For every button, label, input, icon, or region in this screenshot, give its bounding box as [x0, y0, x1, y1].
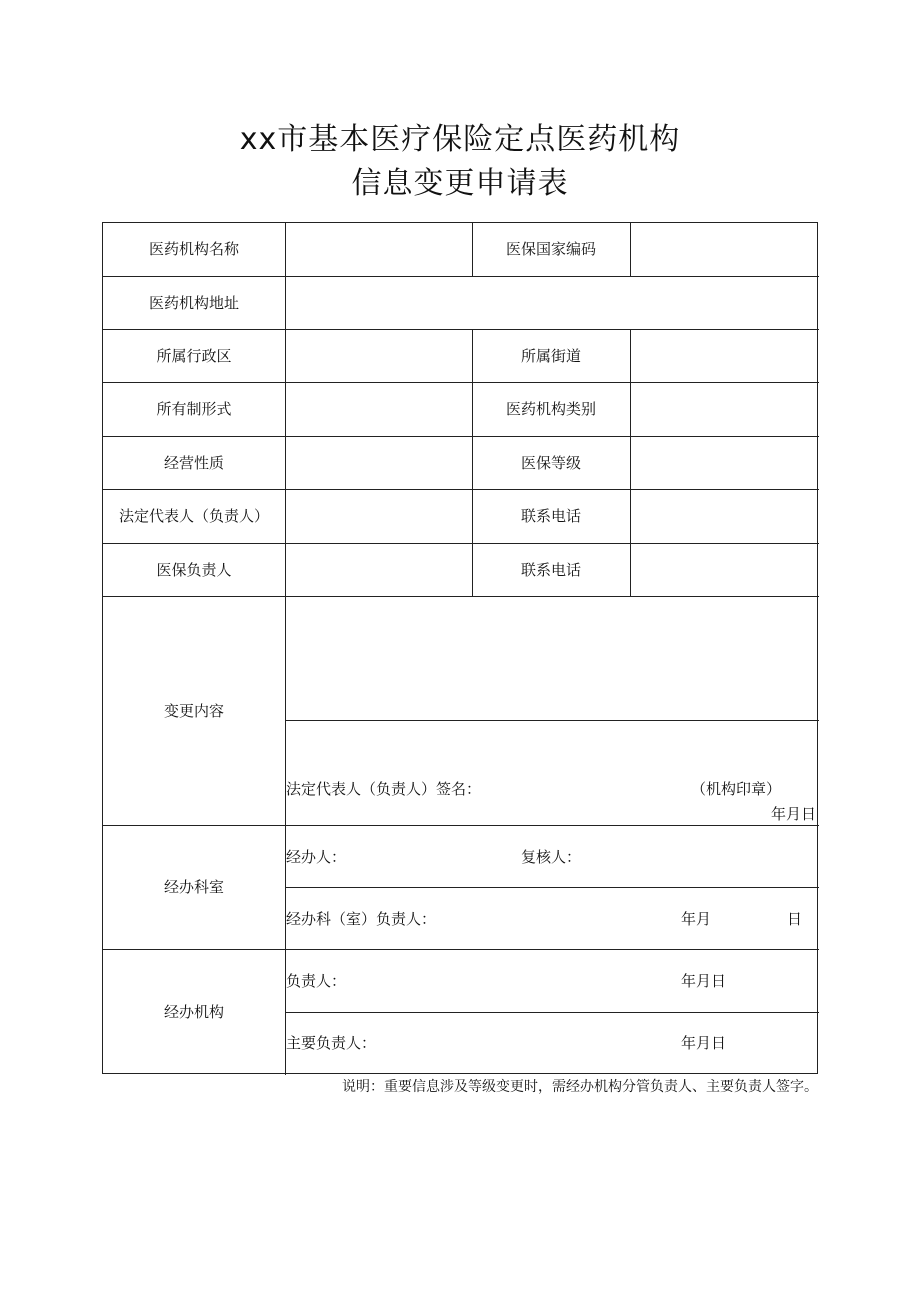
label-institution-name: 医药机构名称: [148, 240, 239, 258]
form-note: 说明：重要信息涉及等级变更时，需经办机构分管负责人、主要负责人签字。: [342, 1079, 818, 1095]
label-business-nature: 经营性质: [163, 454, 224, 472]
agency-head-signature: 负责人：: [286, 972, 347, 990]
form-title-line1: xx市基本医疗保险定点医药机构: [239, 122, 681, 157]
label-handling-agency: 经办机构: [163, 1003, 224, 1021]
row-divider: [103, 596, 819, 597]
label-phone-1: 联系电话: [520, 507, 581, 525]
row-divider: [285, 720, 819, 721]
label-handling-office: 经办科室: [163, 878, 224, 896]
label-ownership: 所有制形式: [156, 400, 232, 418]
change-date: 年月日: [770, 805, 816, 823]
label-national-code: 医保国家编码: [505, 240, 596, 258]
office-date-ym: 年月: [681, 910, 712, 928]
label-institution-address: 医药机构地址: [148, 294, 239, 312]
row-divider: [103, 329, 819, 330]
column-divider: [285, 223, 286, 1075]
row-divider: [285, 887, 819, 888]
label-change-content: 变更内容: [163, 702, 224, 720]
column-divider: [630, 329, 631, 596]
row-divider: [285, 1012, 819, 1013]
handler-signature: 经办人：: [286, 848, 347, 866]
row-divider: [103, 543, 819, 544]
reviewer-signature: 复核人：: [521, 848, 582, 866]
agency-head-date: 年月日: [681, 972, 727, 990]
row-divider: [103, 436, 819, 437]
label-district: 所属行政区: [156, 347, 232, 365]
label-insurance-level: 医保等级: [520, 454, 581, 472]
label-street: 所属街道: [520, 347, 581, 365]
row-divider: [103, 382, 819, 383]
column-divider: [630, 223, 631, 276]
row-divider: [103, 276, 819, 277]
application-form-table: [102, 222, 818, 1074]
agency-chief-date: 年月日: [681, 1034, 727, 1052]
label-legal-representative: 法定代表人（负责人）: [118, 507, 269, 525]
form-title-line2: 信息变更申请表: [351, 166, 569, 201]
row-divider: [103, 825, 819, 826]
office-head-signature: 经办科（室）负责人：: [286, 910, 437, 928]
signature-legal-rep: 法定代表人（负责人）签名：: [286, 780, 482, 798]
office-date-day: 日: [787, 910, 803, 928]
institution-seal: （机构印章）: [691, 780, 782, 798]
row-divider: [103, 949, 819, 950]
label-institution-category: 医药机构类别: [505, 400, 596, 418]
label-phone-2: 联系电话: [520, 561, 581, 579]
row-divider: [103, 489, 819, 490]
agency-chief-signature: 主要负责人：: [286, 1034, 377, 1052]
label-insurance-lead: 医保负责人: [156, 561, 232, 579]
